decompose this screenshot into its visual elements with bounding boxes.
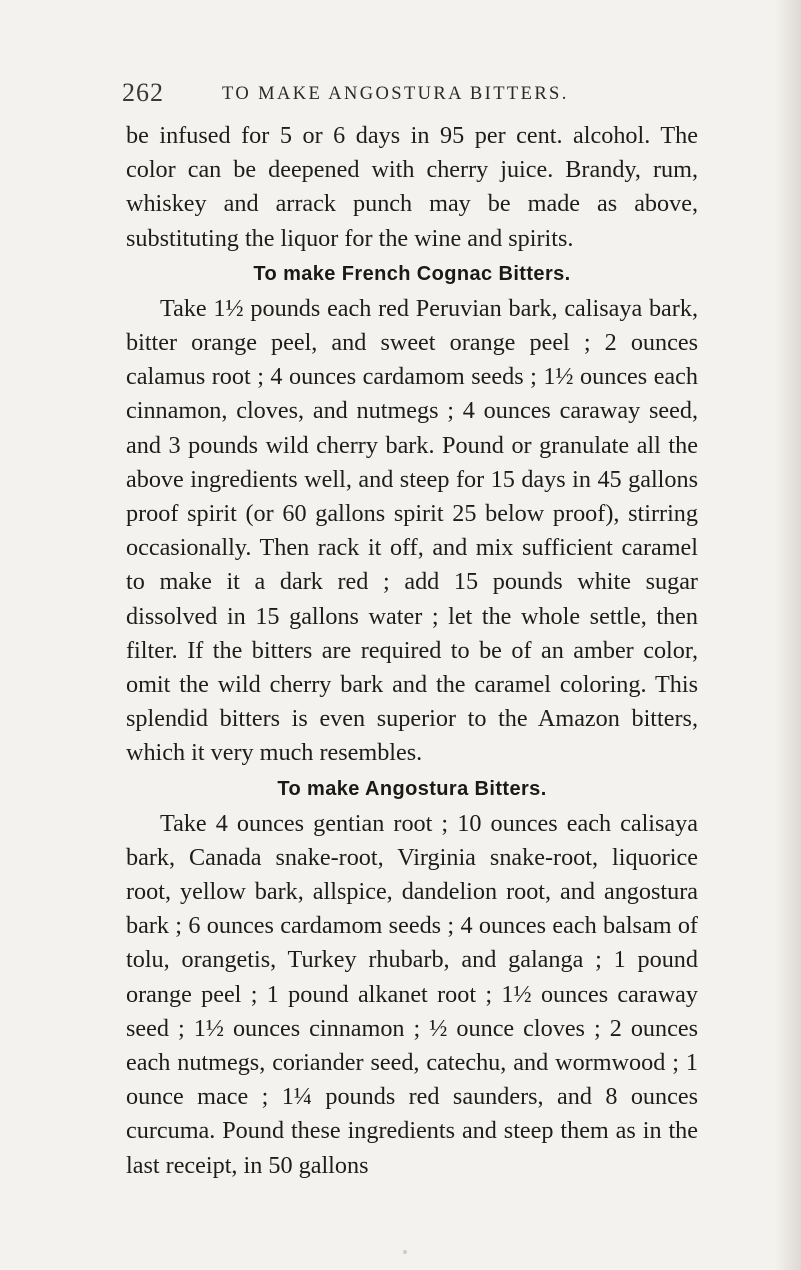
angostura-bitters-heading: To make Angostura Bitters. — [277, 777, 547, 800]
page-number: 262 — [122, 78, 164, 107]
french-cognac-bitters-heading: To make French Cognac Bitters. — [253, 262, 571, 285]
page-body — [126, 119, 698, 1183]
page-edge-shadow — [775, 0, 801, 1270]
running-head — [122, 78, 732, 118]
intro-paragraph: be infused for 5 or 6 days in 95 per cent. alcohol. The color can be deepened with cherry juice. Brandy, rum, whiskey and arrack punch may be made as above, substituting the liquor for the wine and spirits. — [126, 122, 698, 252]
print-speck — [403, 1250, 407, 1254]
french-cognac-bitters-paragraph: Take 1½ pounds each red Peruvian bark, calisaya bark, bitter orange peel, and sweet orange peel ; 2 ounces calamus root ; 4 ounces cardamom seeds ; 1½ ounces each cinnamon, cloves, and nutmegs ; 4 ounces caraway seed, and 3 pounds wild cherry bark. Pound or granulate all the above ingredients well, and steep for 15 days in 45 gallons proof spirit (or 60 gallons spirit 25 below proof), stirring occasionally. Then rack it off, and mix sufficient caramel to make it a dark red ; add 15 pounds white sugar dissolved in 15 gallons water ; let the whole settle, then filter. If the bitters are required to be of an amber color, omit the wild cherry bark and the caramel coloring. This splendid bitters is even superior to the Amazon bitters, which it very much resembles. — [126, 294, 698, 767]
angostura-bitters-paragraph: Take 4 ounces gentian root ; 10 ounces each calisaya bark, Canada snake-root, Virginia snake-root, liquorice root, yellow bark, allspice, dandelion root, and angostura bark ; 6 ounces cardamom seeds ; 4 ounces each balsam of tolu, orangetis, Turkey rhubarb, and galanga ; 1 pound orange peel ; 1 pound alkanet root ; 1½ ounces caraway seed ; 1½ ounces cinnamon ; ½ ounce cloves ; 2 ounces each nutmegs, coriander seed, catechu, and wormwood ; 1 ounce mace ; 1¼ pounds red saunders, and 8 ounces curcuma. Pound these ingredients and steep them as in the last receipt, in 50 gallons — [126, 809, 698, 1179]
running-title: TO MAKE ANGOSTURA BITTERS. — [222, 84, 569, 104]
